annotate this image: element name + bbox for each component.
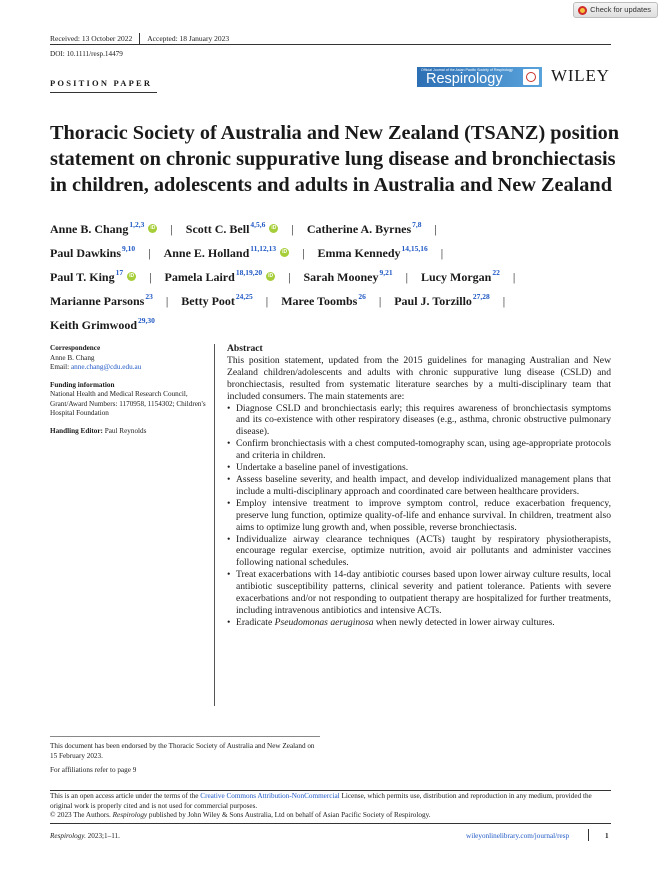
citation-details: 2023;1–11. (85, 832, 120, 840)
abstract-statement: • Treat exacerbations with 14-day antibiotic courses based upon lower airway culture results, local antibiotic susceptibility patterns, clinical severity and patient tolerance. Patients with severe exacerbations and/or not responding to outpatient therapy are hospitalized for further treatments, including intravenous antibiotics and intensive ACTs. (227, 569, 611, 617)
author-separator: | (378, 294, 382, 308)
author-separator: | (165, 294, 169, 308)
orcid-icon[interactable]: iD (282, 248, 288, 255)
author-name: Paul Dawkins (50, 246, 122, 260)
received-date: Received: 13 October 2022 (50, 34, 133, 43)
abstract-statement (227, 617, 611, 629)
author[interactable] (303, 270, 392, 284)
copyright-pre: © 2023 The Authors. (50, 811, 113, 819)
author[interactable] (318, 246, 428, 260)
publisher-logo[interactable]: WILEY (551, 66, 610, 85)
author-name: Paul T. King (50, 270, 115, 284)
author[interactable] (50, 222, 157, 236)
author-line (50, 217, 630, 241)
footer-rule (50, 823, 611, 824)
orcid-icon[interactable]: iD (268, 272, 274, 279)
abstract-statement: • Undertake a baseline panel of investigations. (227, 462, 611, 474)
author-affiliation-refs[interactable]: 24,25 (235, 292, 253, 301)
journal-website-link[interactable]: wileyonlinelibrary.com/journal/resp (466, 832, 570, 840)
author-line (50, 241, 630, 265)
author-affiliation-refs[interactable]: 4,5,6 (250, 220, 266, 229)
author-line (50, 289, 630, 313)
journal-logo[interactable] (417, 67, 542, 87)
funding-heading: Funding information (50, 380, 115, 389)
funding-block (50, 381, 215, 419)
author-separator: | (434, 222, 437, 236)
author-line (50, 313, 630, 337)
handling-editor-heading: Handling Editor: (50, 426, 103, 435)
abstract-statement: • Employ intensive treatment to improve symptom control, reduce exacerbation frequency, preserve lung function, optimize quality-of-life and enhance survival. In children, treatment also aims to optimize lung growth and, when possible, reverse bronchiectasis. (227, 498, 611, 534)
page-number: 1 (605, 832, 609, 840)
author-name: Paul J. Torzillo (394, 294, 472, 308)
author[interactable] (181, 294, 253, 308)
author-name: Scott C. Bell (185, 222, 250, 236)
author-separator: | (265, 294, 269, 308)
society-seal-icon (523, 69, 539, 85)
author-separator: | (149, 270, 152, 284)
correspondence-email-line (50, 363, 215, 373)
article-sidebar (50, 344, 215, 444)
check-for-updates-badge[interactable] (573, 2, 658, 18)
journal-name: Respirology (426, 71, 503, 87)
author[interactable] (394, 294, 490, 308)
author-separator: | (288, 270, 291, 284)
paper-type: POSITION PAPER (50, 78, 153, 88)
orcid-icon[interactable]: iD (271, 224, 277, 231)
author-affiliation-refs[interactable]: 9,21 (379, 268, 393, 277)
author-name: Keith Grimwood (50, 318, 137, 332)
license-post: License, which permits use, distribution and reproduction in any medium, provided the original work is properly cited and is not used for commercial purposes. (50, 792, 592, 810)
journal-tagline: Official Journal of the Asian Pacific Society of Respirology (421, 68, 513, 72)
email-label: Email: (50, 363, 71, 371)
author-affiliation-refs[interactable]: 22 (492, 268, 500, 277)
author-separator: | (512, 270, 516, 284)
author-affiliation-refs[interactable]: 17 (115, 268, 124, 277)
author[interactable] (164, 246, 290, 260)
author-name: Anne E. Holland (163, 246, 250, 260)
handling-editor-block (50, 427, 215, 437)
orcid-icon[interactable]: iD (129, 272, 135, 279)
statement-organism: Pseudomonas aeruginosa (274, 616, 374, 628)
author-affiliation-refs[interactable]: 1,2,3 (129, 220, 145, 229)
accepted-date: Accepted: 18 January 2023 (147, 34, 230, 43)
doi[interactable]: DOI: 10.1111/resp.14479 (50, 50, 123, 58)
author-affiliation-refs[interactable]: 23 (145, 292, 153, 301)
author-affiliation-refs[interactable]: 9,10 (122, 244, 136, 253)
author-affiliation-refs[interactable]: 26 (358, 292, 366, 301)
abstract-statement: • Confirm bronchiectasis with a chest computed-tomography scan, using age-appropriate protocols and criteria in children. (227, 438, 611, 462)
author[interactable] (307, 222, 422, 236)
abstract-statements (227, 403, 611, 629)
author-affiliation-refs[interactable]: 27,28 (472, 292, 490, 301)
date-separator (139, 33, 140, 44)
orcid-icon[interactable]: iD (150, 224, 156, 231)
author[interactable] (421, 270, 500, 284)
author[interactable] (50, 294, 153, 308)
author-affiliation-refs[interactable]: 11,12,13 (250, 244, 277, 253)
license-rule (50, 790, 611, 791)
author[interactable] (186, 222, 279, 236)
copyright-post: published by John Wiley & Sons Australia, Ltd on behalf of Asian Pacific Society of Respirology. (147, 811, 431, 819)
abstract-statement: • Individualize airway clearance techniques (ACTs) taught by respiratory physiotherapists, encourage regular exercise, optimize nutrition, avoid air pollutants and administer vaccines following national schedules. (227, 534, 611, 570)
statement-prefix: Eradicate (236, 616, 275, 628)
author-affiliation-refs[interactable]: 18,19,20 (235, 268, 263, 277)
author-separator: | (440, 246, 444, 260)
author-name: Anne B. Chang (50, 222, 129, 236)
page-number-divider (588, 829, 589, 841)
statement-suffix: when newly detected in lower airway cultures. (373, 616, 555, 628)
copyright-journal: Respirology (112, 811, 148, 819)
funding-text: National Health and Medical Research Council, Grant/Award Numbers: 1170958, 1154302; Children's Hospital Foundation (50, 390, 206, 417)
correspondence-block (50, 344, 215, 373)
article-title: Thoracic Society of Australia and New Zealand (TSANZ) position statement on chronic suppurative lung disease and bronchiectasis in children, adolescents and adults in Australia and New Zealand (50, 122, 620, 196)
correspondence-heading: Correspondence (50, 344, 101, 352)
author-name: Catherine A. Byrnes (306, 222, 412, 236)
author[interactable] (164, 270, 275, 284)
article-dates (50, 33, 229, 44)
author-separator: | (502, 294, 506, 308)
author-name: Betty Poot (181, 294, 235, 308)
footnote-rule (50, 736, 320, 737)
author-line (50, 265, 630, 289)
affiliations-note: For affiliations refer to page 9 (50, 766, 137, 774)
author-name: Marianne Parsons (50, 294, 145, 308)
author-name: Sarah Mooney (303, 270, 379, 284)
author-separator: | (148, 246, 151, 260)
column-divider (214, 344, 215, 706)
check-for-updates-label: Check for updates (590, 5, 651, 14)
author-name: Pamela Laird (164, 270, 235, 284)
author-separator: | (170, 222, 173, 236)
citation (50, 832, 120, 842)
abstract-statement: • Assess baseline severity, and health impact, and develop individualized management plans that include a multi-disciplinary approach and coordinated care between healthcare providers. (227, 474, 611, 498)
author[interactable] (281, 294, 366, 308)
author-separator: | (291, 222, 294, 236)
abstract-statement: • Diagnose CSLD and bronchiectasis early; this requires awareness of bronchiectasis symptoms and its co-existence with other respiratory diseases (e.g., asthma, chronic obstructive pulmonary disease). (227, 403, 611, 439)
author-name: Maree Toombs (281, 294, 358, 308)
author-name: Lucy Morgan (421, 270, 492, 284)
abstract-heading: Abstract (227, 343, 263, 354)
abstract (227, 343, 611, 629)
handling-editor-name: Paul Reynolds (102, 426, 147, 435)
paper-type-rule (50, 92, 157, 93)
endorsement-note: This document has been endorsed by the Thoracic Society of Australia and New Zealand on 15 February 2023. (50, 742, 315, 760)
author-affiliation-refs[interactable]: 7,8 (412, 220, 422, 229)
author[interactable] (50, 318, 155, 332)
cc-license-link[interactable]: Creative Commons Attribution-NonCommercial (200, 792, 340, 800)
license-text (50, 792, 612, 811)
author-separator: | (302, 246, 305, 260)
crossmark-icon (578, 6, 587, 15)
license-pre: This is an open access article under the terms of the (50, 792, 201, 800)
top-rule (50, 44, 611, 45)
author[interactable] (50, 246, 135, 260)
citation-journal: Respirology. (50, 832, 86, 840)
author-list (50, 217, 630, 337)
author-affiliation-refs[interactable]: 14,15,16 (401, 244, 428, 253)
copyright-line (50, 811, 612, 821)
correspondence-name: Anne B. Chang (50, 353, 95, 362)
license-notice (50, 792, 612, 821)
author-separator: | (405, 270, 408, 284)
author-affiliation-refs[interactable]: 29,30 (138, 316, 155, 325)
email-link[interactable]: anne.chang@cdu.edu.au (70, 363, 142, 371)
abstract-intro: This position statement, updated from the 2015 guidelines for managing Australian and New Zealand children/adolescents and adults with chronic suppurative lung disease (CSLD) and bronchiectasis, resulted from systematic literature searches by a multi-disciplinary team that included consumers. The main statements are: (227, 354, 611, 402)
author[interactable] (50, 270, 136, 284)
author-name: Emma Kennedy (317, 246, 401, 260)
